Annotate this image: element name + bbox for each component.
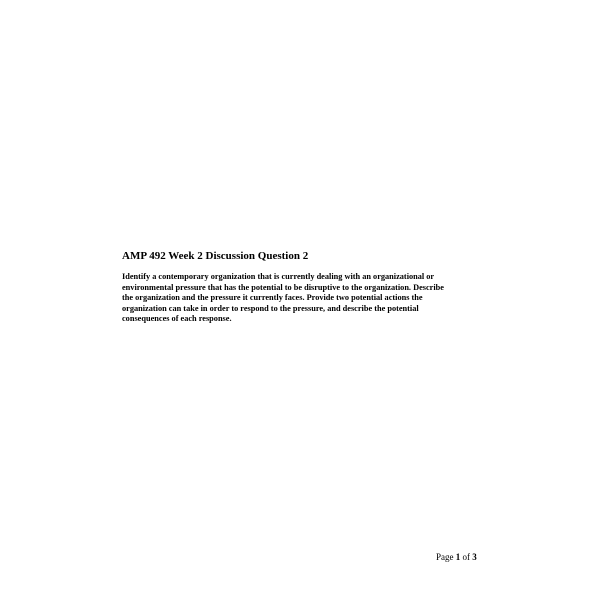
question-line: environmental pressure that has the potential to be disruptive to the organization. Describe	[122, 282, 444, 292]
current-page-number: 1	[455, 552, 461, 562]
page-number-footer	[436, 552, 477, 562]
question-text	[122, 272, 482, 325]
total-pages-number: 3	[472, 552, 477, 562]
page-label: Page	[436, 552, 454, 562]
question-line: Identify a contemporary organization that is currently dealing with an organizational or	[122, 272, 435, 281]
page-title: AMP 492 Week 2 Discussion Question 2	[122, 250, 309, 262]
question-line: consequences of each response.	[122, 314, 232, 324]
question-line: organization can take in order to respond to the pressure, and describe the potential	[122, 303, 419, 313]
of-label: of	[462, 552, 470, 562]
question-line: the organization and the pressure it currently faces. Provide two potential actions the	[122, 293, 423, 303]
